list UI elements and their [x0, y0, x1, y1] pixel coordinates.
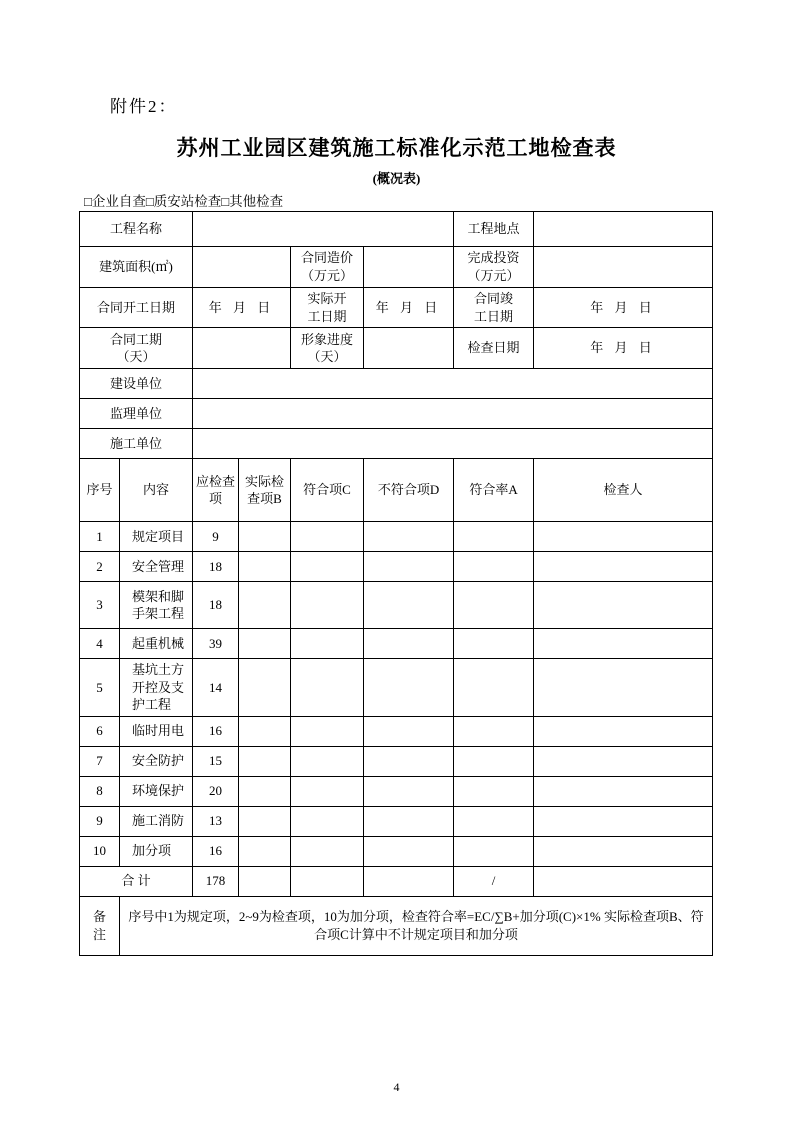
header-content: 内容 [120, 459, 193, 522]
table-row [80, 369, 713, 399]
project-site-value[interactable] [534, 212, 713, 247]
row-nonconform[interactable] [364, 806, 454, 836]
actual-start-value[interactable]: 年 月 日 [364, 288, 454, 328]
row-should-check: 39 [193, 629, 239, 659]
table-row [80, 836, 713, 866]
row-nonconform[interactable] [364, 659, 454, 717]
progress-label [291, 328, 364, 369]
table-row [80, 247, 713, 288]
row-no: 5 [80, 659, 120, 717]
total-inspector[interactable] [534, 866, 713, 896]
remark-row [80, 896, 713, 955]
completed-investment-label [454, 247, 534, 288]
table-row [80, 552, 713, 582]
progress-label-line1: 形象进度 [301, 331, 354, 347]
remark-text: 序号中1为规定项，2~9为检查项，10为加分项，检查符合率=EC/∑B+加分项(C)×1% 实际检查项B、符合项C计算中不计规定项目和加分项 [120, 896, 713, 955]
building-area-value[interactable] [193, 247, 291, 288]
page-number: 4 [393, 1080, 400, 1094]
contract-start-label: 合同开工日期 [80, 288, 193, 328]
check-type-label-0: 企业自查 [91, 194, 146, 209]
row-should-check: 18 [193, 582, 239, 629]
actual-start-label-line2: 工日期 [307, 308, 347, 324]
row-rate[interactable] [454, 522, 534, 552]
page-subtitle: (概况表) [372, 171, 421, 186]
row-content: 施工消防 [120, 806, 193, 836]
total-nonconform[interactable] [364, 866, 454, 896]
row-rate[interactable] [454, 746, 534, 776]
row-no: 8 [80, 776, 120, 806]
header-no: 序号 [80, 459, 120, 522]
contract-finish-label-line2: 工日期 [474, 308, 514, 324]
completed-investment-label-line2: （万元） [467, 268, 520, 283]
row-actual-check[interactable] [239, 659, 291, 717]
contract-price-label-line1: 合同造价 [301, 250, 354, 266]
table-row [80, 328, 713, 369]
items-header-row [80, 459, 713, 522]
header-should-check: 应检查项 [193, 459, 239, 522]
row-inspector[interactable] [534, 716, 713, 746]
supervision-unit-label: 监理单位 [80, 399, 193, 429]
row-rate[interactable] [454, 629, 534, 659]
checkbox-quality-station[interactable]: □ [145, 194, 154, 209]
row-rate[interactable] [454, 776, 534, 806]
remark-label-line2: 注 [92, 926, 106, 942]
contract-finish-label-line1: 合同竣 [474, 291, 514, 306]
row-no: 6 [80, 716, 120, 746]
row-should-check: 9 [193, 522, 239, 552]
row-should-check: 16 [193, 716, 239, 746]
total-label: 合 计 [80, 866, 193, 896]
row-inspector[interactable] [534, 806, 713, 836]
contract-price-label-line2: （万元） [301, 268, 354, 283]
table-row [80, 629, 713, 659]
contract-duration-label [80, 328, 193, 369]
row-actual-check[interactable] [239, 582, 291, 629]
row-nonconform[interactable] [364, 746, 454, 776]
check-type-label-1: 质安站检查 [153, 194, 222, 209]
total-conform[interactable] [291, 866, 364, 896]
contract-duration-value[interactable] [193, 328, 291, 369]
project-site-label: 工程地点 [454, 212, 534, 247]
row-content: 安全管理 [120, 552, 193, 582]
contractor-unit-label: 施工单位 [80, 429, 193, 459]
row-conform[interactable] [291, 806, 364, 836]
building-area-label-text: 建筑面积(㎡) [99, 259, 173, 275]
row-inspector[interactable] [534, 552, 713, 582]
row-inspector[interactable] [534, 776, 713, 806]
row-actual-check[interactable] [239, 836, 291, 866]
row-no: 3 [80, 582, 120, 629]
contract-start-value[interactable]: 年 月 日 [193, 288, 291, 328]
row-conform[interactable] [291, 629, 364, 659]
row-content: 模架和脚手架工程 [120, 582, 193, 629]
row-no: 1 [80, 522, 120, 552]
row-actual-check[interactable] [239, 716, 291, 746]
row-nonconform[interactable] [364, 582, 454, 629]
total-should-check: 178 [193, 866, 239, 896]
row-no: 9 [80, 806, 120, 836]
row-actual-check[interactable] [239, 552, 291, 582]
row-content: 临时用电 [120, 716, 193, 746]
row-content: 基坑土方开控及支护工程 [120, 659, 193, 717]
contract-finish-label [454, 288, 534, 328]
check-type-line [84, 190, 283, 210]
row-rate[interactable] [454, 659, 534, 717]
row-conform[interactable] [291, 776, 364, 806]
total-row [80, 866, 713, 896]
row-inspector[interactable] [534, 746, 713, 776]
row-conform[interactable] [291, 552, 364, 582]
project-name-label: 工程名称 [80, 212, 193, 247]
progress-value[interactable] [364, 328, 454, 369]
construction-unit-label: 建设单位 [80, 369, 193, 399]
contract-duration-label-line2: （天） [116, 349, 156, 365]
row-nonconform[interactable] [364, 716, 454, 746]
row-rate[interactable] [454, 552, 534, 582]
contractor-unit-value[interactable] [193, 429, 713, 459]
actual-start-label-line1: 实际开 [307, 291, 347, 306]
row-inspector[interactable] [534, 659, 713, 717]
row-conform[interactable] [291, 836, 364, 866]
checkbox-other[interactable]: □ [221, 194, 230, 209]
row-inspector[interactable] [534, 522, 713, 552]
check-date-value[interactable]: 年 月 日 [534, 328, 713, 369]
progress-label-line2: （天） [307, 349, 347, 365]
row-nonconform[interactable] [364, 776, 454, 806]
row-should-check: 18 [193, 552, 239, 582]
checkbox-self-inspection[interactable]: □ [84, 194, 92, 209]
row-nonconform[interactable] [364, 522, 454, 552]
row-nonconform[interactable] [364, 629, 454, 659]
remark-label-line1: 备 [92, 909, 106, 925]
contract-price-value[interactable] [364, 247, 454, 288]
row-conform[interactable] [291, 716, 364, 746]
row-should-check: 16 [193, 836, 239, 866]
row-conform[interactable] [291, 582, 364, 629]
check-date-label: 检查日期 [454, 328, 534, 369]
attachment-label: 附件2： [110, 97, 178, 116]
actual-start-label [291, 288, 364, 328]
row-content: 起重机械 [120, 629, 193, 659]
row-content: 环境保护 [120, 776, 193, 806]
table-row [80, 716, 713, 746]
page-title: 苏州工业园区建筑施工标准化示范工地检查表 [176, 136, 617, 160]
row-conform[interactable] [291, 522, 364, 552]
row-inspector[interactable] [534, 836, 713, 866]
row-rate[interactable] [454, 806, 534, 836]
contract-duration-label-line1: 合同工期 [110, 331, 163, 347]
table-row [80, 522, 713, 552]
table-row [80, 806, 713, 836]
completed-investment-label-line1: 完成投资 [467, 250, 520, 266]
remark-label [80, 896, 120, 955]
header-nonconform: 不符合项D [364, 459, 454, 522]
table-row [80, 659, 713, 717]
header-inspector: 检查人 [534, 459, 713, 522]
row-content: 安全防护 [120, 746, 193, 776]
contract-price-label [291, 247, 364, 288]
completed-investment-value[interactable] [534, 247, 713, 288]
table-row [80, 582, 713, 629]
row-content: 规定项目 [120, 522, 193, 552]
inspection-form-table [79, 211, 713, 956]
table-row [80, 429, 713, 459]
row-content: 加分项 [120, 836, 193, 866]
row-rate[interactable] [454, 716, 534, 746]
header-actual-check: 实际检查项B [239, 459, 291, 522]
row-nonconform[interactable] [364, 552, 454, 582]
row-no: 10 [80, 836, 120, 866]
row-actual-check[interactable] [239, 776, 291, 806]
contract-finish-value[interactable]: 年 月 日 [534, 288, 713, 328]
table-row [80, 746, 713, 776]
row-conform[interactable] [291, 659, 364, 717]
row-no: 2 [80, 552, 120, 582]
total-actual-check[interactable] [239, 866, 291, 896]
row-should-check: 14 [193, 659, 239, 717]
row-nonconform[interactable] [364, 836, 454, 866]
supervision-unit-value[interactable] [193, 399, 713, 429]
project-name-value[interactable] [193, 212, 454, 247]
row-no: 4 [80, 629, 120, 659]
table-row [80, 776, 713, 806]
table-row [80, 399, 713, 429]
table-row [80, 212, 713, 247]
total-rate: / [454, 866, 534, 896]
header-rate: 符合率A [454, 459, 534, 522]
row-inspector[interactable] [534, 629, 713, 659]
row-should-check: 15 [193, 746, 239, 776]
row-conform[interactable] [291, 746, 364, 776]
row-should-check: 13 [193, 806, 239, 836]
building-area-label [80, 247, 193, 288]
check-type-label-2: 其他检查 [229, 194, 284, 209]
row-actual-check[interactable] [239, 806, 291, 836]
row-actual-check[interactable] [239, 746, 291, 776]
row-rate[interactable] [454, 582, 534, 629]
row-actual-check[interactable] [239, 629, 291, 659]
row-inspector[interactable] [534, 582, 713, 629]
construction-unit-value[interactable] [193, 369, 713, 399]
row-should-check: 20 [193, 776, 239, 806]
row-rate[interactable] [454, 836, 534, 866]
row-actual-check[interactable] [239, 522, 291, 552]
header-conform: 符合项C [291, 459, 364, 522]
table-row [80, 288, 713, 328]
row-no: 7 [80, 746, 120, 776]
